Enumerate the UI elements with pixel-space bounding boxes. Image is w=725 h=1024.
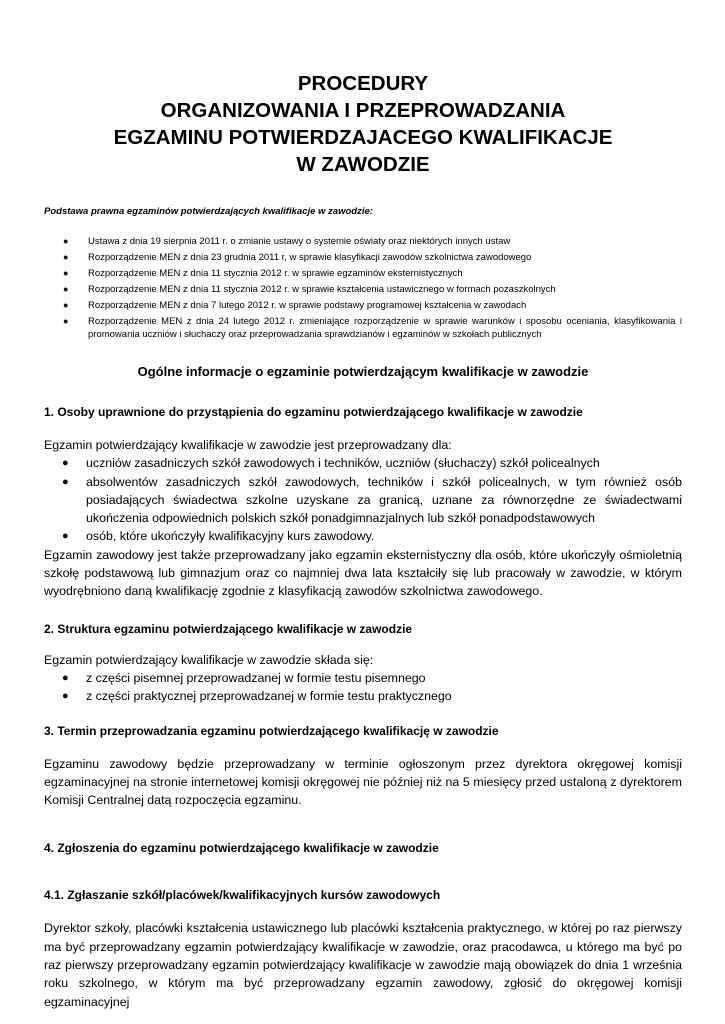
bullet-icon: ●: [63, 284, 69, 294]
section-3-heading: 3. Termin przeprowadzania egzaminu potwierdzającego kwalifikację w zawodzie: [44, 723, 499, 738]
list-item: [44, 687, 682, 705]
list-item-text: Rozporządzenie MEN z dnia 24 lutego 2012 r. zmieniające rozporządzenie w sprawie warunków i sposobu oceniania, klasyfikowania i promowania uczniów i słuchaczy oraz przeprowadzania sprawdzianów i egzaminów w szkołach publicznych: [88, 316, 682, 340]
section-2-list: [44, 669, 682, 706]
legal-basis-list: [44, 235, 682, 341]
list-item: [44, 315, 682, 341]
title-line: EGZAMINU POTWIERDZAJACEGO KWALIFIKACJE: [113, 126, 613, 149]
list-item-text: Rozporządzenie MEN z dnia 23 grudnia 2011 r, w sprawie klasyfikacji zawodów szkolnictwa zawodowego: [88, 252, 532, 263]
bullet-icon: ●: [63, 236, 69, 246]
list-item: [44, 251, 682, 264]
section-1-list: [44, 454, 682, 545]
list-item: [44, 669, 682, 687]
bullet-icon: ●: [63, 268, 69, 278]
legal-basis-heading: Podstawa prawna egzaminów potwierdzających kwalifikacje w zawodzie:: [44, 206, 373, 217]
section-2-heading: 2. Struktura egzaminu potwierdzającego kwalifikacje w zawodzie: [44, 621, 413, 636]
list-item: [44, 454, 682, 472]
section-4-1-heading: 4.1. Zgłaszanie szkół/placówek/kwalifikacyjnych kursów zawodowych: [44, 888, 441, 903]
section-4-heading: 4. Zgłoszenia do egzaminu potwierdzającego kwalifikacje w zawodzie: [44, 841, 439, 856]
bullet-icon: ●: [62, 475, 69, 488]
bullet-icon: ●: [62, 671, 69, 684]
list-item-text: Rozporządzenie MEN z dnia 11 stycznia 2012 r. w sprawie kształcenia ustawicznego w formach pozaszkolnych: [88, 284, 556, 295]
list-item-text: Rozporządzenie MEN z dnia 7 lutego 2012 r. w sprawie podstawy programowej kształcenia w zawodach: [88, 300, 527, 311]
title-line: ORGANIZOWANIA I PRZEPROWADZANIA: [160, 99, 566, 122]
list-item: [44, 283, 682, 296]
list-item-text: z części praktycznej przeprowadzanej w formie testu praktycznego: [86, 689, 452, 704]
bullet-icon: ●: [63, 252, 69, 262]
list-item: [44, 527, 682, 545]
general-info-heading: Ogólne informacje o egzaminie potwierdzającym kwalifikacje w zawodzie: [137, 364, 589, 379]
bullet-icon: ●: [63, 300, 69, 310]
bullet-icon: ●: [62, 690, 69, 703]
document-page: [44, 70, 682, 1011]
list-item-text: z części pisemnej przeprowadzanej w formie testu pisemnego: [86, 670, 426, 685]
title-line: PROCEDURY: [297, 72, 429, 95]
list-item: [44, 267, 682, 280]
list-item-text: osób, które ukończyły kwalifikacyjny kurs zawodowy.: [86, 529, 375, 544]
section-1-outro: Egzamin zawodowy jest także przeprowadzany jako egzamin eksternistyczny dla osób, które ukończyły ośmioletnią szkołę podstawową lub gimnazjum oraz co najmniej dwa lata kształciły się lub pracowały w zawodzie, w którym wyodrębniono daną kwalifikację zgodnie z klasyfikacją zawodów szkolnictwa zawodowego.: [44, 547, 682, 599]
section-3-text: Egzaminu zawodowy będzie przeprowadzany w terminie ogłoszonym przez dyrektora okręgowej komisji egzaminacyjnej na stronie internetowej komisji okręgowej nie później niż na 5 miesięcy przed ustaloną z dyrektorem Komisji Centralnej datą rozpoczęcia egzaminu.: [44, 756, 682, 808]
document-title: [44, 70, 682, 178]
list-item-text: Ustawa z dnia 19 sierpnia 2011 r. o zmianie ustawy o systemie oświaty oraz niektórych innych ustaw: [88, 236, 511, 247]
bullet-icon: ●: [63, 316, 69, 326]
list-item: [44, 299, 682, 312]
list-item: [44, 235, 682, 248]
section-4-1-text: Dyrektor szkoły, placówki kształcenia ustawicznego lub placówki kształcenia praktycznego, w której po raz pierwszy ma być przeprowadzany egzamin potwierdzający kwalifikacje w zawodzie, oraz pracodawca, u którego ma być po raz pierwszy przeprowadzany egzamin potwierdzający kwalifikacje w zawodzie mają obowiązek do dnia 1 września roku szkolnego, w którym ma być przeprowadzany egzamin zawodowy, zgłosić do okręgowej komisji egzaminacyjnej: [44, 921, 682, 1009]
list-item-text: Rozporządzenie MEN z dnia 11 stycznia 2012 r. w sprawie egzaminów eksternistycznych: [88, 268, 463, 279]
section-1-intro: Egzamin potwierdzający kwalifikacje w zawodzie jest przeprowadzany dla:: [44, 438, 452, 452]
list-item-text: absolwentów zasadniczych szkół zawodowych, techników i szkół policealnych, w tym również osób posiadających świadectwa szkolne uzyskane za granicą, uznane za równorzędne ze świadectwami ukończenia odpowiednich polskich szkół ponadgimnazjalnych lub szkół ponadpodstawowych: [86, 474, 682, 526]
bullet-icon: ●: [62, 457, 69, 470]
title-line: W ZAWODZIE: [296, 153, 430, 176]
bullet-icon: ●: [62, 530, 69, 543]
list-item: [44, 473, 682, 528]
section-1-heading: 1. Osoby uprawnione do przystąpienia do egzaminu potwierdzającego kwalifikacje w zawodzie: [44, 405, 583, 419]
list-item-text: uczniów zasadniczych szkół zawodowych i techników, uczniów (słuchaczy) szkół policealnych: [86, 456, 600, 471]
section-2-intro: Egzamin potwierdzający kwalifikacje w zawodzie składa się:: [44, 652, 374, 667]
